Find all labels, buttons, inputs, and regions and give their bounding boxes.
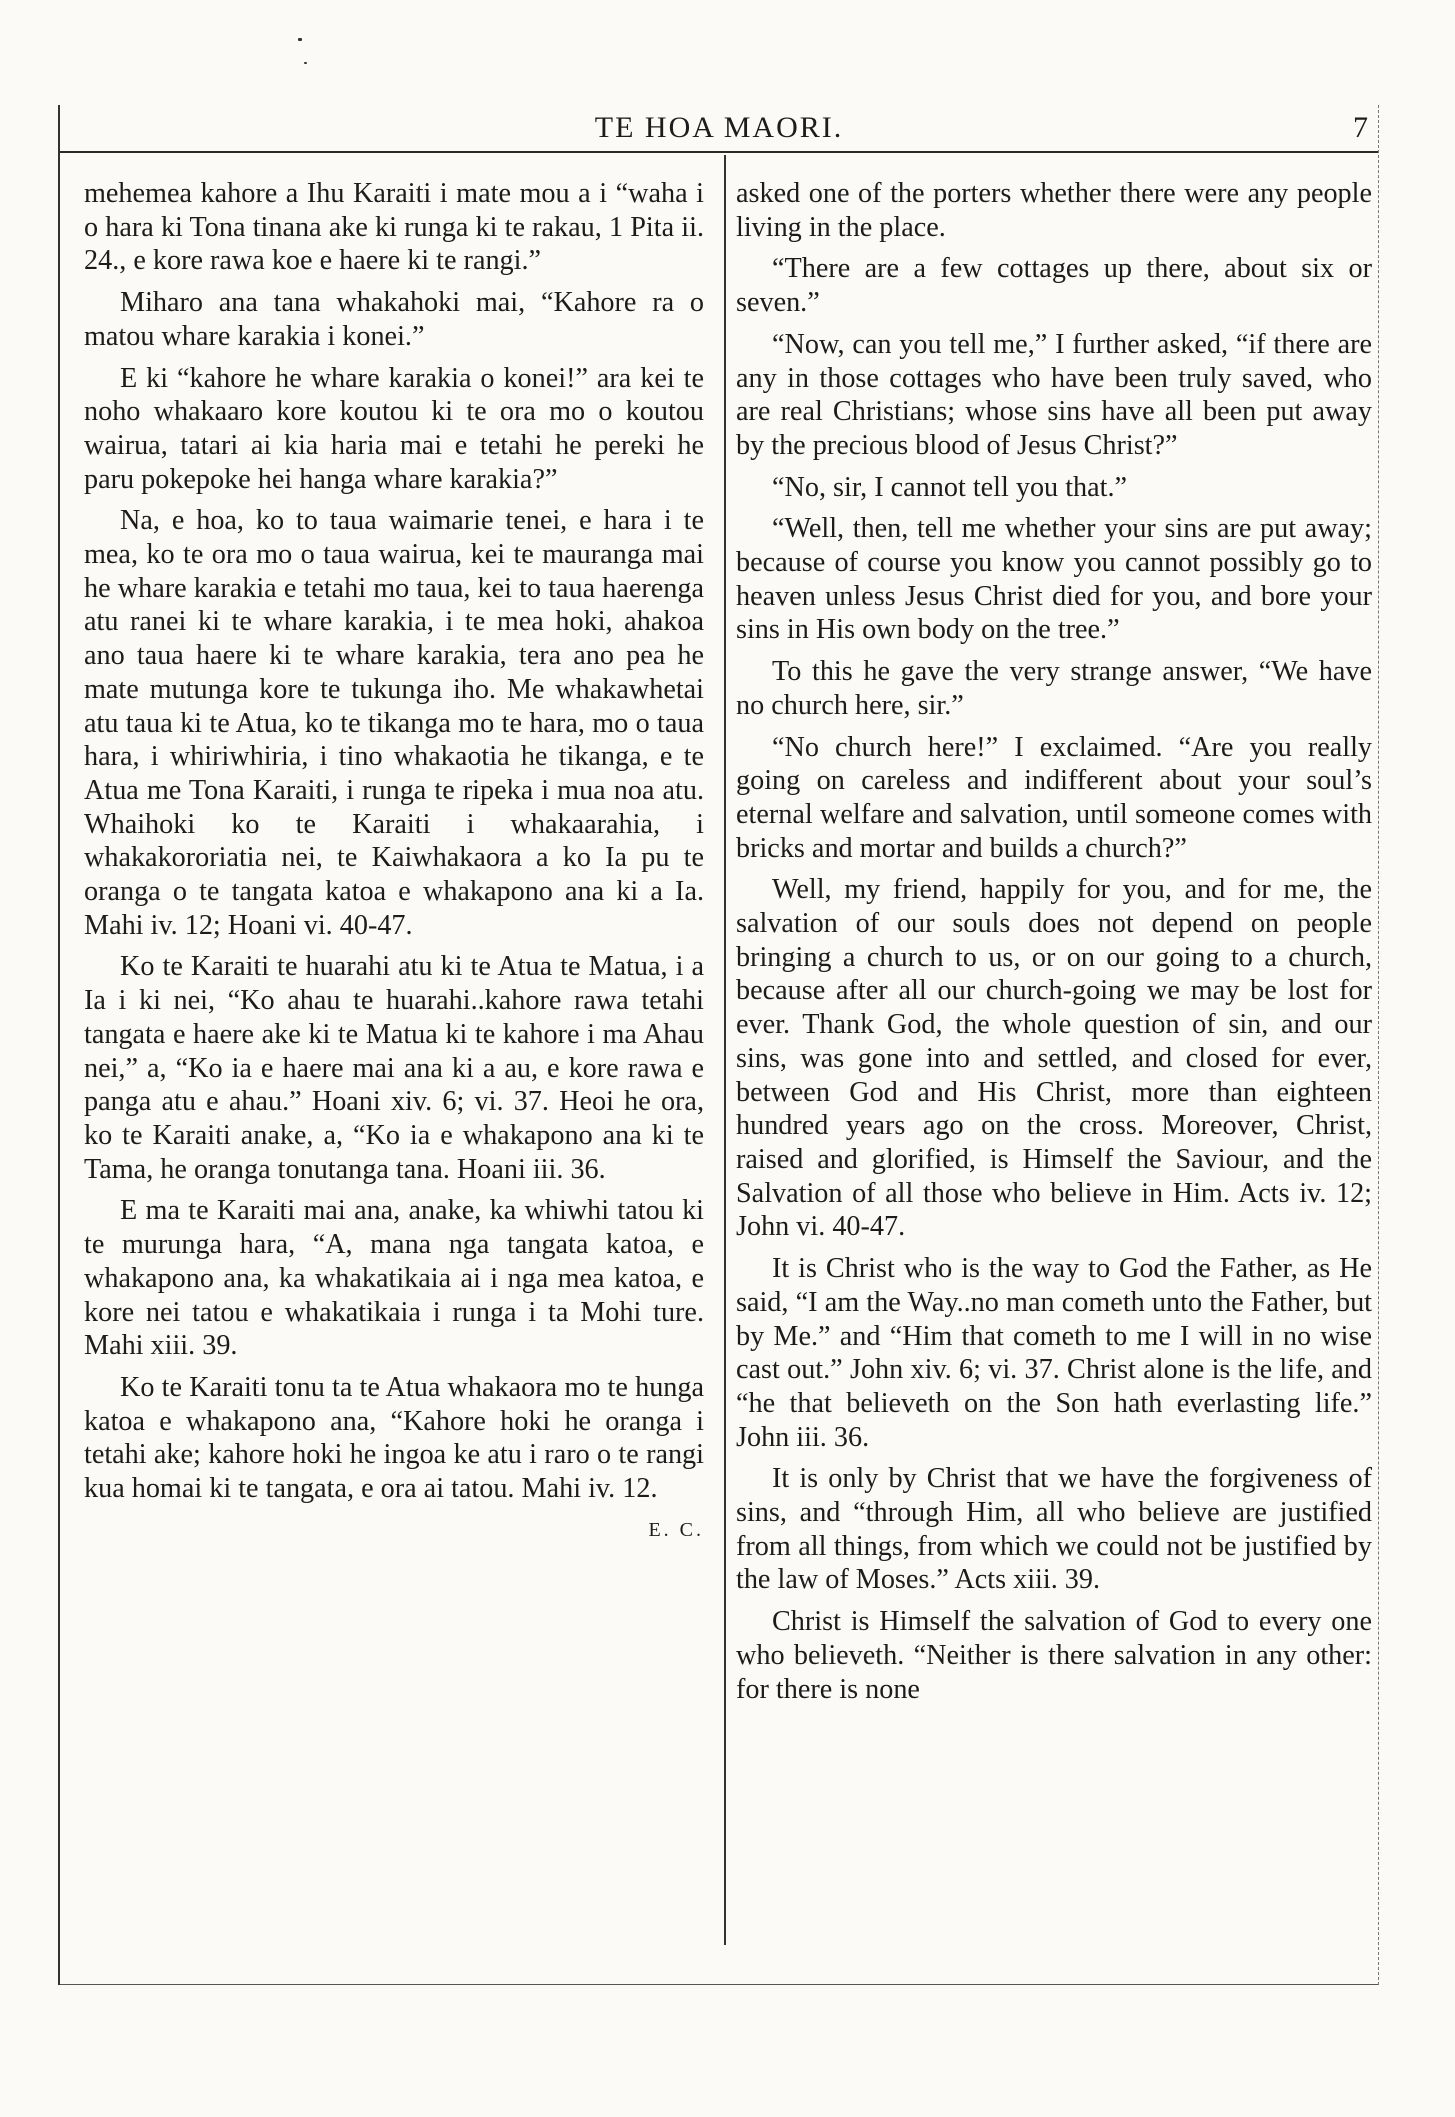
paragraph: It is only by Christ that we have the forgiveness of sins, and “through Him, all who believe are justified from all things, from which we could not be justified by the law of Moses.” Acts xiii. 39.	[736, 1463, 1372, 1596]
paragraph: Na, e hoa, ko to taua waimarie tenei, e hara i te mea, ko te ora mo o taua wairua, kei te mauranga mai he whare karakia e tetahi mo taua, kei to taua haerenga atu ranei ki te whare karakia, i te mea hoki, ahakoa ano taua haere ki te whare karakia, tera ano pea he mate mutunga kore te tukunga iho. Me whakawhetai atu taua ki te Atua, ko te tikanga mo te hara, mo o taua hara, i whiriwhiria, i tino whakaotia he tikanga, e te Atua me Tona Karaiti, i runga te ripeka i mua noa atu. Whaihoki ko te Karaiti i whakaarahia, i whakakororiatia nei, te Kaiwhakaora a ko Ia pu te oranga o te tangata katoa e whakapono ana ki a Ia. Mahi iv. 12; Hoani vi. 40-47.	[84, 505, 704, 941]
paragraph: mehemea kahore a Ihu Karaiti i mate mou a i “waha i o hara ki Tona tinana ake ki runga ki te rakau, 1 Pita ii. 24., e kore rawa koe e haere ki te rangi.”	[84, 178, 704, 277]
paragraph: E ki “kahore he whare karakia o konei!” ara kei te noho whakaaro kore koutou ki te ora mo o koutou wairua, tatari ai kia haria mai e tetahi he pereki he paru pokepoke hei hanga whare karakia?”	[84, 362, 704, 495]
paragraph: “Well, then, tell me whether your sins are put away; because of course you know you cannot possibly go to heaven unless Jesus Christ died for you, and bore your sins in His own body on the tree.”	[736, 513, 1372, 646]
ink-speck	[298, 38, 302, 41]
paragraph: “No church here!” I exclaimed. “Are you really going on careless and indifferent about your soul’s eternal welfare and salvation, until someone comes with bricks and mortar and builds a church?”	[736, 731, 1372, 864]
paragraph: Ko te Karaiti tonu ta te Atua whakaora mo te hunga katoa e whakapono ana, “Kahore hoki he oranga i tetahi ake; kahore hoki he ingoa ke atu i raro o te rangi kua homai ki te tangata, e ora ai tatou. Mahi iv. 12.	[84, 1371, 704, 1505]
paragraph: To this he gave the very strange answer, “We have no church here, sir.”	[736, 656, 1372, 721]
paragraph: It is Christ who is the way to God the Father, as He said, “I am the Way..no man cometh unto the Father, but by Me.” and “Him that cometh to me I will in no wise cast out.” John xiv. 6; vi. 37. Christ alone is the life, and “he that believeth on the Son hath everlasting life.” John iii. 36.	[736, 1253, 1372, 1453]
paragraph: E ma te Karaiti mai ana, anake, ka whiwhi tatou ki te murunga hara, “A, mana nga tangata katoa, e whakapono ana, ka whakatikaia ai i nga mea katoa, e kore nei tatou e whakatikaia i runga i ta Mohi ture. Mahi xiii. 39.	[84, 1195, 704, 1362]
bottom-rule	[60, 1984, 1378, 1985]
paragraph: “No, sir, I cannot tell you that.”	[772, 471, 1128, 503]
ink-speck	[304, 62, 307, 64]
paragraph: “There are a few cottages up there, about six or seven.”	[736, 253, 1372, 319]
paragraph: “Now, can you tell me,” I further asked, “if there are any in those cottages who have been truly saved, who are real Christians; whose sins have all been put away by the precious blood of Jesus Christ?”	[736, 328, 1372, 461]
column-divider	[724, 155, 726, 1945]
right-column	[736, 177, 1372, 1714]
author-signature: E. C.	[648, 1518, 704, 1541]
running-header	[60, 105, 1378, 153]
paragraph: Ko te Karaiti te huarahi atu ki te Atua te Matua, i a Ia i ki nei, “Ko ahau te huarahi..kahore rawa tetahi tangata e haere ake ki te Matua ki te kahore i ma Ahau nei,” a, “Ko ia e haere mai ana ki a au, e kore rawa e panga atu e ahau.” Hoani xiv. 6; vi. 37. Heoi he ora, ko te Karaiti anake, a, “Ko ia e whakapono ana ki te Tama, he oranga tonutanga tana. Hoani iii. 36.	[84, 951, 704, 1185]
left-column	[84, 177, 704, 1547]
page-number: 7	[1353, 111, 1368, 144]
page-title: TE HOA MAORI.	[594, 111, 844, 144]
paragraph: asked one of the porters whether there were any people living in the place.	[736, 178, 1372, 243]
page-frame	[58, 105, 1379, 1985]
paragraph: Christ is Himself the salvation of God to every one who believeth. “Neither is there salvation in any other: for there is none	[736, 1606, 1372, 1705]
paragraph: Well, my friend, happily for you, and for me, the salvation of our souls does not depend on people bringing a church to us, or on our going to a church, because after all our church-going we may be lost for ever. Thank God, the whole question of sin, and our sins, was gone into and settled, and closed for ever, between God and His Christ, more than eighteen hundred years ago on the cross. Moreover, Christ, raised and glorified, is Himself the Saviour, and the Salvation of all those who believe in Him. Acts iv. 12; John vi. 40-47.	[736, 874, 1372, 1243]
paragraph: Miharo ana tana whakahoki mai, “Kahore ra o matou whare karakia i konei.”	[84, 287, 704, 352]
